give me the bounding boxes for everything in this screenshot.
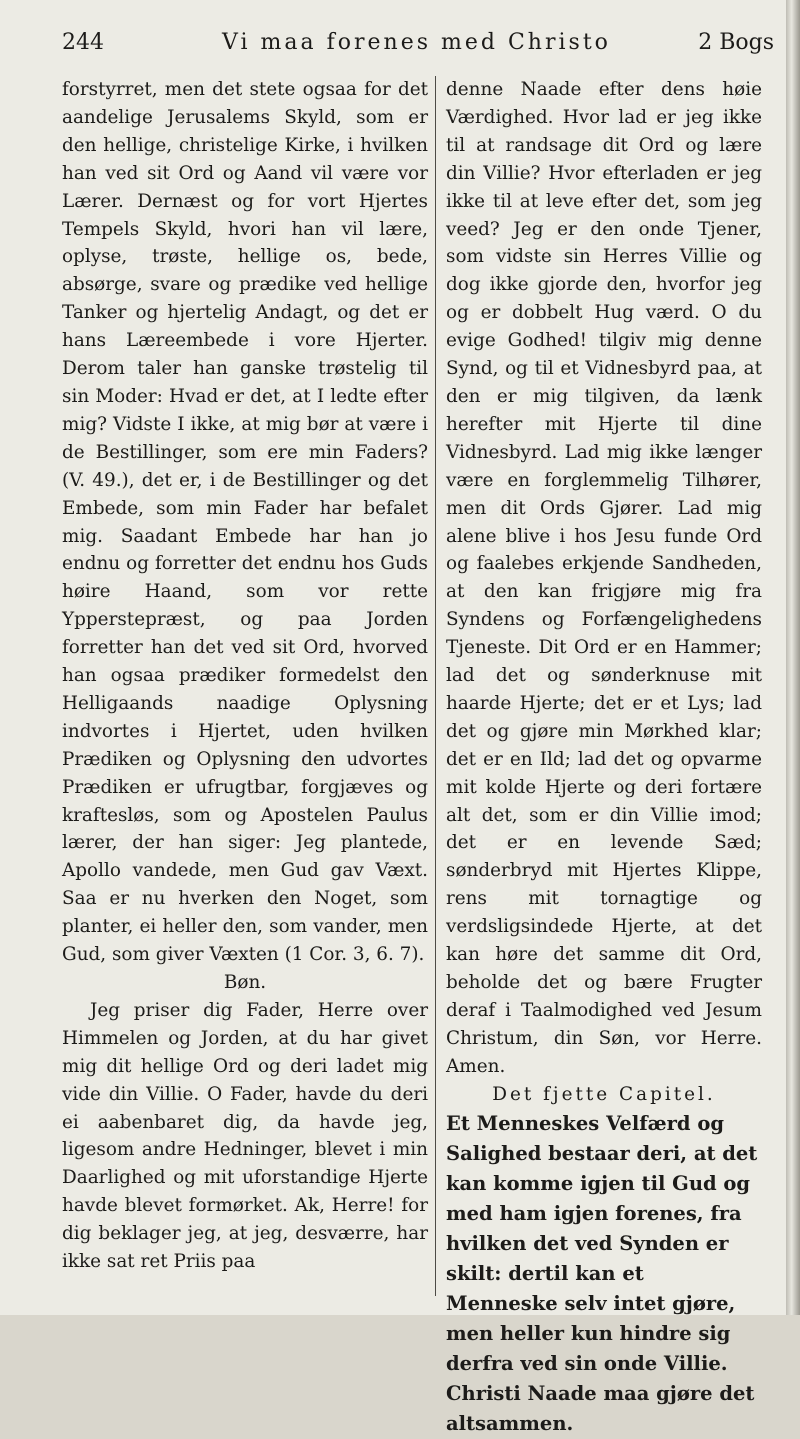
paragraph: forstyrret, men det stete ogsaa for det aandelige Jerusalems Skyld, som er den hellige, christelige Kirke, i hvilken han ved sit Ord og Aand vil være vor Lærer. Dernæst og for vort Hjertes Tempels Skyld, hvori han vil lære, oplyse, trøste, hellige os, bede, absørge, svare og prædike ved hellige Tanker og hjertelig Andagt, og det er hans Læreembede i vore Hjerter. Derom taler han ganske trøstelig til sin Moder: Hvad er det, at I ledte efter mig? Vidste I ikke, at mig bør at være i de Bestillinger, som ere min Faders? (V. 49.), det er, i de Bestillinger og det Embede, som min Fader har befalet mig. Saadant Embede har han jo endnu og forretter det endnu hos Guds høire Haand, som vor rette Ypperstepræst, og paa Jorden forretter han det ved sit Ord, hvorved han ogsaa prædiker formedelst den Helligaands naadige Oplysning indvortes i Hjertet, uden hvilken Prædiken og Oplysning den udvortes Prædiken er ufrugtbar, forgjæves og kraftesløs, som og Apostelen Paulus lærer, der han siger: Jeg plantede, Apollo vandede, men Gud gav Væxt. Saa er nu hverken den Noget, som planter, ei heller den, som vander, men Gud, som giver Væxten (1 Cor. 3, 6. 7). (62, 79, 428, 966)
paragraph: Jeg priser dig Fader, Herre over Himmelen og Jorden, at du har givet mig dit hellige Ord og deri ladet mig vide din Villie. O Fader, havde du deri ei aabenbaret dig, da havde jeg, ligesom andre Hedninger, blevet i min Daarlighed og mit uforstandige Hjerte havde blevet formørket. Ak, Herre! for dig beklager jeg, at jeg, desværre, har ikke sat ret Priis paa (62, 999, 428, 1273)
running-header (62, 30, 774, 60)
paragraph: denne Naade efter dens høie Værdighed. Hvor lad er jeg ikke til at randsage dit Ord og lære din Villie? Hvor efterladen er jeg ikke til at leve efter det, som jeg veed? Jeg er den onde Tjener, som vidste sin Herres Villie og dog ikke gjorde den, hvorfor jeg og er dobbelt Hug værd. O du evige Godhed! tilgiv mig denne Synd, og til et Vidnesbyrd paa, at den er mig tilgiven, da lænk herefter mit Hjerte til dine Vidnesbyrd. Lad mig ikke længer være en forglemmelig Tilhører, men dit Ords Gjører. Lad mig alene blive i hos Jesu funde Ord og faalebes erkjende Sandheden, at den kan frigjøre mig fra Syndens og Forfængelighedens Tjeneste. Dit Ord er en Hammer; lad det og sønderknuse mit haarde Hjerte; det er et Lys; lad det og gjøre min Mørkhed klar; det er en Ild; lad det og opvarme mit kolde Hjerte og deri fortære alt det, som er din Villie imod; det er en levende Sæd; sønderbryd mit Hjertes Klippe, rens mit tornagtige og verdsligsindede Hjerte, at det kan høre det samme dit Ord, beholde det og bære Frugter deraf i Taalmodighed ved Jesum Christum, din Søn, vor Herre. Amen. (446, 79, 762, 1077)
page-number: 244 (62, 30, 104, 55)
left-column (62, 76, 428, 1276)
chapter-summary-heading: Et Menneskes Velfærd og Salighed bestaar deri, at det kan komme igjen til Gud og med ham igjen forenes, fra hvilken det ved Synden er skilt: dertil kan et Menneske selv intet gjøre, men heller kun hindre sig derfra ved sin onde Villie. Christi Naade maa gjøre det altsammen. (446, 1111, 758, 1435)
page-edge (786, 0, 800, 1315)
book-label: 2 Bogs (698, 30, 774, 55)
prayer-heading: Bøn. (223, 972, 267, 993)
right-column (446, 76, 762, 1439)
column-divider (435, 76, 436, 1296)
running-title: Vi maa forenes med Christo (222, 30, 611, 55)
chapter-title: Det fjette Capitel. (492, 1083, 716, 1105)
